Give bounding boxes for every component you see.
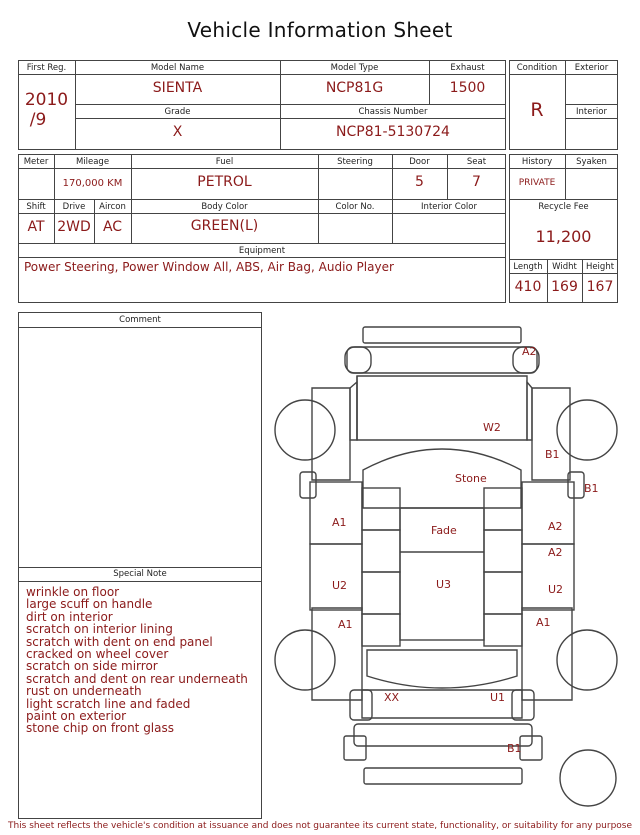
shift-label: Shift bbox=[26, 202, 46, 212]
grade-label: Grade bbox=[164, 107, 191, 117]
interior-label: Interior bbox=[575, 107, 607, 117]
dmg-rear-bumper: B1 bbox=[507, 742, 522, 755]
door-label: Door bbox=[409, 157, 430, 167]
aircon-label: Aircon bbox=[99, 202, 126, 212]
length-label: Length bbox=[513, 262, 543, 272]
page-title: Vehicle Information Sheet bbox=[187, 18, 453, 42]
dmg-right-front-fender: B1 bbox=[545, 448, 560, 461]
width-label: Widht bbox=[552, 262, 577, 272]
mileage-label: Mileage bbox=[75, 157, 110, 167]
seat-label: Seat bbox=[466, 157, 487, 167]
comment-panel bbox=[18, 312, 262, 819]
equipment-value: Power Steering, Power Window All, ABS, Air Bag, Audio Player bbox=[24, 260, 394, 274]
model-name: SIENTA bbox=[152, 80, 203, 96]
first-reg-label: First Reg. bbox=[26, 63, 67, 73]
list-item: cracked on wheel cover bbox=[26, 647, 169, 662]
meter-label: Meter bbox=[23, 157, 49, 167]
list-item: scratch and dent on rear underneath bbox=[26, 671, 248, 686]
history-value: PRIVATE bbox=[518, 178, 556, 188]
height-value: 167 bbox=[586, 279, 614, 295]
right-front-door-shape bbox=[522, 482, 574, 544]
list-item: light scratch line and faded bbox=[26, 696, 191, 711]
dmg-left-rear-quarter: A1 bbox=[338, 618, 353, 631]
fuel-label: Fuel bbox=[215, 157, 234, 167]
model-type-label: Model Type bbox=[330, 63, 379, 73]
dmg-windshield: Stone bbox=[455, 472, 487, 485]
chassis-value: NCP81-5130724 bbox=[336, 124, 450, 140]
length-value: 410 bbox=[514, 279, 542, 295]
left-front-door-shape bbox=[310, 482, 362, 544]
list-item: scratch with dent on end panel bbox=[26, 634, 213, 649]
recycle-fee-label: Recycle Fee bbox=[538, 202, 589, 212]
steering-label: Steering bbox=[337, 157, 373, 167]
special-note-label: Special Note bbox=[113, 569, 167, 579]
dmg-rear-left: XX bbox=[384, 691, 400, 704]
spare-tire-shape bbox=[560, 750, 616, 806]
list-item: scratch on interior lining bbox=[26, 622, 173, 637]
dmg-right-front-door: A2 bbox=[548, 520, 563, 533]
seat-value: 7 bbox=[472, 174, 481, 190]
body-color-value: GREEN(L) bbox=[190, 218, 259, 234]
interior-color-label: Interior Color bbox=[421, 202, 477, 212]
list-item: paint on exterior bbox=[26, 709, 127, 724]
grade-value: X bbox=[172, 124, 183, 140]
body-color-label: Body Color bbox=[201, 202, 248, 212]
list-item: stone chip on front glass bbox=[26, 721, 175, 736]
right-rear-wheel-shape bbox=[557, 630, 617, 690]
first-reg-year: 2010 bbox=[24, 90, 69, 110]
left-rear-door-shape bbox=[310, 544, 362, 610]
shift-value: AT bbox=[27, 219, 45, 235]
first-reg-month: /9 bbox=[29, 110, 47, 130]
special-note-list bbox=[26, 586, 248, 735]
model-type: NCP81G bbox=[325, 80, 384, 96]
dmg-left-rear-door: U2 bbox=[332, 579, 348, 592]
fuel-value: PETROL bbox=[197, 174, 252, 190]
list-item: wrinkle on floor bbox=[26, 585, 120, 599]
dmg-right-mid: A2 bbox=[548, 546, 563, 559]
right-front-fender-shape bbox=[532, 388, 570, 480]
rear-glass-shape bbox=[367, 650, 517, 688]
car-diagram bbox=[270, 320, 622, 820]
history-label: History bbox=[521, 157, 553, 167]
width-value: 169 bbox=[551, 279, 578, 295]
list-item: large scuff on handle bbox=[26, 597, 153, 612]
syaken-label: Syaken bbox=[576, 157, 607, 167]
exterior-label: Exterior bbox=[574, 63, 609, 73]
door-value: 5 bbox=[415, 174, 424, 190]
disclaimer-footer: This sheet reflects the vehicle's condition at issuance and does not guarantee its current state, functionality, or suitability for any purpose bbox=[7, 821, 633, 831]
drive-value: 2WD bbox=[57, 219, 91, 235]
dmg-roof: Fade bbox=[431, 524, 457, 537]
front-nose-shape bbox=[347, 347, 537, 373]
front-bumper-shape bbox=[363, 327, 521, 343]
dmg-left-front-door: A1 bbox=[332, 516, 347, 529]
dmg-roof-rear: U3 bbox=[436, 578, 452, 591]
dmg-right-rear-quarter: A1 bbox=[536, 616, 551, 629]
exhaust-label: Exhaust bbox=[450, 63, 485, 73]
recycle-fee-value: 11,200 bbox=[535, 227, 592, 246]
list-item: rust on underneath bbox=[26, 684, 142, 699]
hood-shape bbox=[357, 376, 527, 440]
left-front-fender-shape bbox=[312, 388, 350, 480]
dmg-right-front-edge: B1 bbox=[584, 482, 599, 495]
equipment-label: Equipment bbox=[238, 246, 286, 256]
dmg-rear-right: U1 bbox=[490, 691, 506, 704]
condition-label: Condition bbox=[516, 63, 558, 73]
mileage-value: 170,000 KM bbox=[62, 178, 123, 189]
rear-bumper-shape bbox=[354, 724, 532, 746]
exhaust-value: 1500 bbox=[449, 80, 486, 96]
dmg-top-bumper: A2 bbox=[522, 345, 537, 358]
left-front-wheel-shape bbox=[275, 400, 335, 460]
list-item: scratch on side mirror bbox=[26, 659, 158, 674]
model-name-label: Model Name bbox=[150, 63, 205, 73]
right-front-wheel-shape bbox=[557, 400, 617, 460]
chassis-label: Chassis Number bbox=[358, 107, 428, 117]
windshield-shape bbox=[363, 449, 521, 508]
dmg-right-rear-door: U2 bbox=[548, 583, 564, 596]
comment-label: Comment bbox=[119, 315, 161, 325]
condition-value: R bbox=[530, 99, 544, 121]
aircon-value: AC bbox=[102, 219, 123, 235]
list-item: dirt on interior bbox=[26, 609, 113, 624]
color-no-label: Color No. bbox=[335, 202, 375, 212]
height-label: Height bbox=[585, 262, 615, 272]
left-rear-wheel-shape bbox=[275, 630, 335, 690]
drive-label: Drive bbox=[62, 202, 86, 212]
dmg-hood: W2 bbox=[483, 421, 501, 434]
